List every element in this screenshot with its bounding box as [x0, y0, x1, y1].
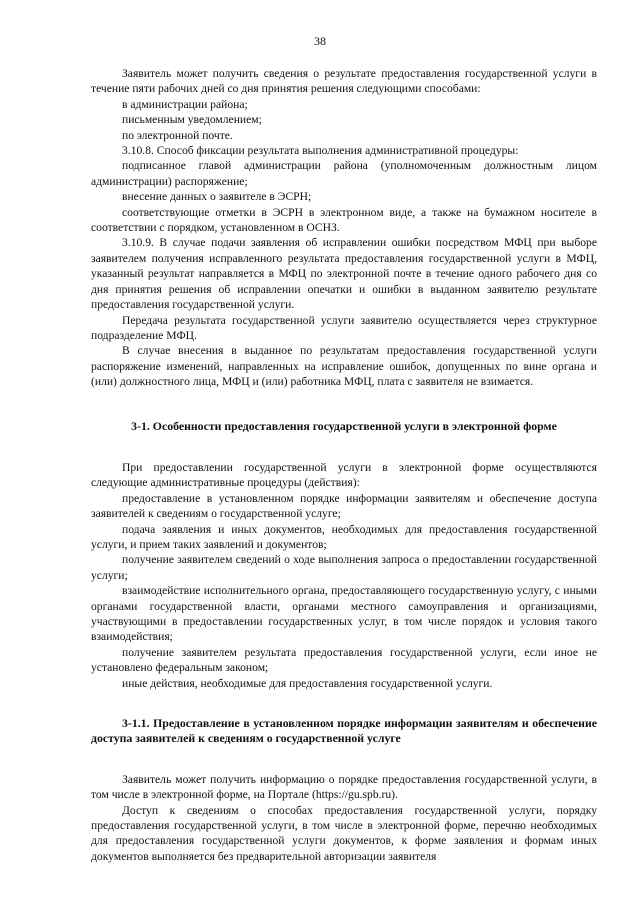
list-item: письменным уведомлением;	[122, 113, 262, 127]
spacer	[91, 747, 597, 772]
list-item: иные действия, необходимые для предоставления государственной услуги.	[122, 676, 493, 690]
list-item: предоставление в установленном порядке информации заявителям и обеспечение доступа заявителей к сведениям о государственной услуге;	[91, 491, 597, 521]
list-item: получение заявителем результата предоставления государственной услуги, если иное не установлено федеральным законом;	[91, 645, 597, 675]
list-item: получение заявителем сведений о ходе выполнения запроса о предоставлении государственной услуги;	[91, 553, 597, 582]
paragraph: Передача результата государственной услуги заявителю осуществляется через структурное подразделение МФЦ.	[91, 313, 597, 342]
paragraph: Доступ к сведениям о способах предоставления государственной услуги, порядку предоставления государственной услуги, в том числе в электронной форме, перечню необходимых для предоставления государственной услуги документов, к форме заявления и формам иных документов выполняется без предварительной авторизации заявителя	[91, 803, 597, 863]
list-item: внесение данных о заявителе в ЭСРН;	[122, 190, 312, 204]
paragraph: Заявитель может получить информацию о порядке предоставления государственной услуги, в том числе в электронной форме, на Портале (https://gu.spb.ru).	[91, 772, 597, 802]
subsection-heading: 3-1.1. Предоставление в установленном порядке информации заявителям и обеспечение доступа заявителей к сведениям о государственной услуге	[91, 716, 597, 746]
spacer	[91, 691, 597, 716]
page-content	[91, 66, 597, 864]
paragraph: 3.10.8. Способ фиксации результата выполнения административной процедуры:	[122, 144, 519, 158]
list-item: взаимодействие исполнительного органа, предоставляющего государственную услугу, с иными органами государственной власти, органами местного самоуправления и организациями, участвующими в предоставлении государственных услуг, в том числе порядок и условия такого взаимодействия;	[91, 584, 597, 644]
paragraph: 3.10.9. В случае подачи заявления об исправлении ошибки посредством МФЦ при выборе заявителем получения исправленного результата предоставления государственной услуги в МФЦ, указанный результат направляется в МФЦ по электронной почте в течение одного рабочего дня со дня принятия решения об исправлении опечатки и ошибки в выданном заявителю результате предоставления государственной услуги.	[91, 236, 597, 312]
list-item: по электронной почте.	[122, 128, 233, 142]
list-item: подача заявления и иных документов, необходимых для предоставления государственной услуги, и прием таких заявлений и документов;	[91, 522, 597, 551]
section-heading: 3-1. Особенности предоставления государственной услуги в электронной форме	[131, 418, 557, 433]
list-item: подписанное главой администрации района (уполномоченным должностным лицом администрации) распоряжение;	[91, 159, 597, 188]
spacer	[91, 434, 597, 460]
list-item: соответствующие отметки в ЭСРН в электронном виде, а также на бумажном носителе в соответствии с порядком, установленном в ОСНЗ.	[91, 205, 597, 235]
list-item: в администрации района;	[122, 97, 248, 111]
paragraph: В случае внесения в выданное по результатам предоставления государственной услуги распоряжение изменений, направленных на исправление ошибок, допущенных по вине органа и (или) должностного лица, МФЦ и (или) работника МФЦ, плата с заявителя не взимается.	[91, 344, 597, 389]
paragraph: При предоставлении государственной услуги в электронной форме осуществляются следующие административные процедуры (действия):	[91, 460, 597, 490]
paragraph: Заявитель может получить сведения о результате предоставления государственной услуги в течение пяти рабочих дней со дня принятия решения следующими способами:	[91, 67, 597, 96]
spacer	[91, 390, 597, 419]
page-number: 38	[314, 34, 326, 48]
